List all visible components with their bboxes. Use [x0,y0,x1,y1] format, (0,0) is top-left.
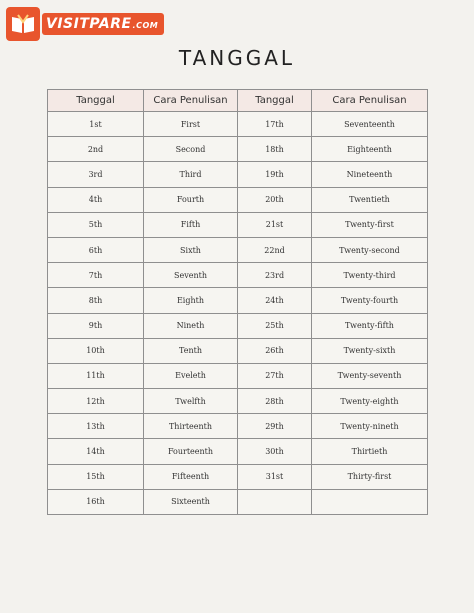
written-form-cell [312,489,428,514]
date-cell: 4th [48,187,144,212]
written-form-cell: Tenth [144,338,238,363]
date-cell: 1st [48,112,144,137]
column-header-cara-penulisan: Cara Penulisan [144,90,238,112]
date-cell: 8th [48,288,144,313]
date-cell: 5th [48,212,144,237]
written-form-cell: First [144,112,238,137]
date-cell: 20th [238,187,312,212]
book-icon [6,7,40,41]
logo-wordmark [42,13,164,35]
date-cell: 16th [48,489,144,514]
page-title: TANGGAL [178,46,296,70]
written-form-cell: Thirtieth [312,439,428,464]
written-form-cell: Sixth [144,237,238,262]
column-header-tanggal-2: Tanggal [238,90,312,112]
date-cell: 30th [238,439,312,464]
written-form-cell: Fifteenth [144,464,238,489]
written-form-cell: Sixteenth [144,489,238,514]
table-header-row [48,90,428,112]
date-cell: 3rd [48,162,144,187]
written-form-cell: Nineteenth [312,162,428,187]
date-cell: 17th [238,112,312,137]
date-cell: 15th [48,464,144,489]
written-form-cell: Twenty-seventh [312,363,428,388]
written-form-cell: Twenty-nineth [312,414,428,439]
table-row [48,288,428,313]
column-header-cara-penulisan-2: Cara Penulisan [312,90,428,112]
table-row [48,439,428,464]
written-form-cell: Second [144,137,238,162]
date-cell: 12th [48,389,144,414]
date-cell: 21st [238,212,312,237]
table-row [48,313,428,338]
date-cell: 23rd [238,263,312,288]
written-form-cell: Fifth [144,212,238,237]
date-cell: 26th [238,338,312,363]
table-row [48,464,428,489]
date-cell: 7th [48,263,144,288]
table-row [48,489,428,514]
date-cell: 19th [238,162,312,187]
table-row [48,237,428,262]
table-row [48,389,428,414]
date-cell: 25th [238,313,312,338]
table-row [48,137,428,162]
date-cell: 29th [238,414,312,439]
logo-name: VISITPARE [46,16,132,32]
date-cell: 10th [48,338,144,363]
written-form-cell: Eighth [144,288,238,313]
date-cell: 24th [238,288,312,313]
table-row [48,162,428,187]
date-cell: 28th [238,389,312,414]
written-form-cell: Thirteenth [144,414,238,439]
written-form-cell: Seventeenth [312,112,428,137]
table-row [48,263,428,288]
date-cell: 2nd [48,137,144,162]
written-form-cell: Nineth [144,313,238,338]
written-form-cell: Twenty-fifth [312,313,428,338]
table-row [48,338,428,363]
date-cell: 9th [48,313,144,338]
table-row [48,414,428,439]
date-cell [238,489,312,514]
column-header-tanggal: Tanggal [48,90,144,112]
logo-domain: .COM [132,21,159,30]
written-form-cell: Twelfth [144,389,238,414]
date-cell: 11th [48,363,144,388]
date-cell: 27th [238,363,312,388]
date-cell: 31st [238,464,312,489]
written-form-cell: Seventh [144,263,238,288]
table-row [48,187,428,212]
date-cell: 14th [48,439,144,464]
written-form-cell: Third [144,162,238,187]
table-row [48,112,428,137]
written-form-cell: Fourth [144,187,238,212]
site-logo[interactable] [6,6,164,42]
written-form-cell: Eighteenth [312,137,428,162]
date-cell: 13th [48,414,144,439]
written-form-cell: Eveleth [144,363,238,388]
date-cell: 6th [48,237,144,262]
written-form-cell: Twenty-eighth [312,389,428,414]
table-row [48,363,428,388]
written-form-cell: Twenty-second [312,237,428,262]
date-cell: 18th [238,137,312,162]
date-table [47,89,428,515]
table-body [48,112,428,515]
written-form-cell: Thirty-first [312,464,428,489]
table-row [48,212,428,237]
written-form-cell: Twenty-sixth [312,338,428,363]
written-form-cell: Twenty-fourth [312,288,428,313]
written-form-cell: Twentieth [312,187,428,212]
written-form-cell: Fourteenth [144,439,238,464]
written-form-cell: Twenty-first [312,212,428,237]
written-form-cell: Twenty-third [312,263,428,288]
date-cell: 22nd [238,237,312,262]
